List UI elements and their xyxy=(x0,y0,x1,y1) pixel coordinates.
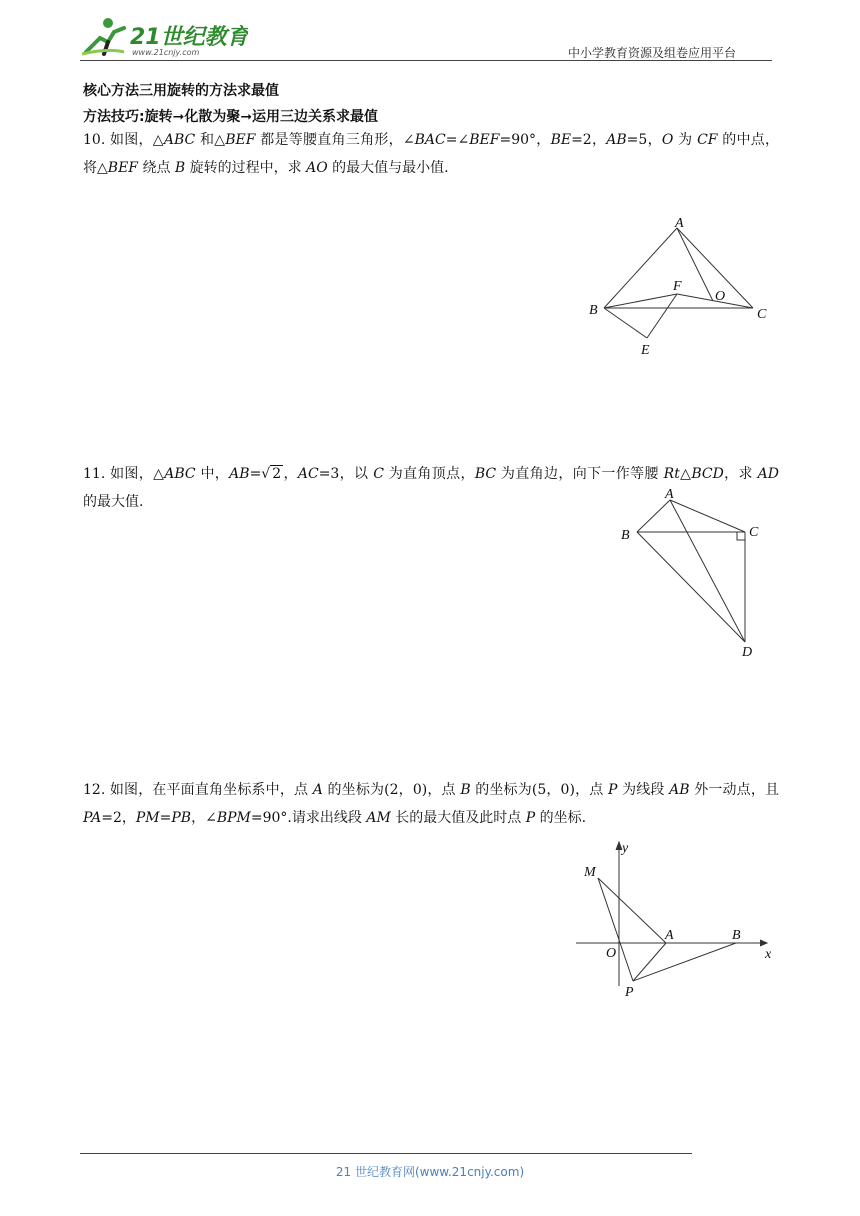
label-F: F xyxy=(673,279,682,294)
site-name: 中小学教育资源及组卷应用平台 xyxy=(567,46,736,60)
label-y: y xyxy=(622,841,629,856)
footer-divider xyxy=(80,1153,692,1154)
label-B: B xyxy=(621,528,630,543)
figure-problem-11 xyxy=(615,478,775,663)
figure-problem-12 xyxy=(570,836,780,1006)
label-D: D xyxy=(742,645,753,660)
label-O: O xyxy=(715,289,726,304)
label-A: A xyxy=(675,216,684,231)
label-x: x xyxy=(765,947,772,962)
label-O: O xyxy=(606,946,617,961)
label-C: C xyxy=(757,307,767,322)
label-B: B xyxy=(732,928,741,943)
problem-12-text: 12. 如图，在平面直角坐标系中，点 A 的坐标为(2，0)，点 B 的坐标为(5，0)，点 P 为线段 AB 外一动点，且 PA=2，PM=PB，∠BPM=90°.请求出线段 AM 长的最大值及此时点 P 的坐标. xyxy=(83,782,779,826)
problem-11-text: 11. 如图，△ABC 中，AB=√ 2 ，AC=3，以 C 为直角顶点，BC 为直角边，向下一作等腰 Rt△BCD，求 AD 的最大值. xyxy=(83,466,780,510)
figure-problem-10 xyxy=(585,210,775,360)
header-divider xyxy=(80,60,772,61)
label-B: B xyxy=(589,303,598,318)
label-E: E xyxy=(641,343,650,358)
logo-subtext: www.21cnjy.com xyxy=(132,48,200,57)
label-M: M xyxy=(584,865,596,880)
label-A: A xyxy=(665,487,674,502)
label-A: A xyxy=(665,928,674,943)
section-title: 核心方法三用旋转的方法求最值 xyxy=(83,83,279,99)
label-P: P xyxy=(625,985,634,1000)
footer-link[interactable]: 21 世纪教育网(www.21cnjy.com) xyxy=(335,1165,525,1179)
label-C: C xyxy=(749,525,759,540)
method-tip: 方法技巧:旋转➞化散为聚➞运用三边关系求最值 xyxy=(83,109,379,125)
site-logo xyxy=(78,14,248,58)
logo-text: 21世纪教育 xyxy=(130,25,248,50)
problem-10-text: 10. 如图，△ABC 和△BEF 都是等腰直角三角形，∠BAC=∠BEF=90°，BE=2，AB=5，O 为 CF 的中点，将△BEF 绕点 B 旋转的过程中，求 AO 的最大值与最小值. xyxy=(83,132,780,176)
runner-icon xyxy=(82,18,124,54)
